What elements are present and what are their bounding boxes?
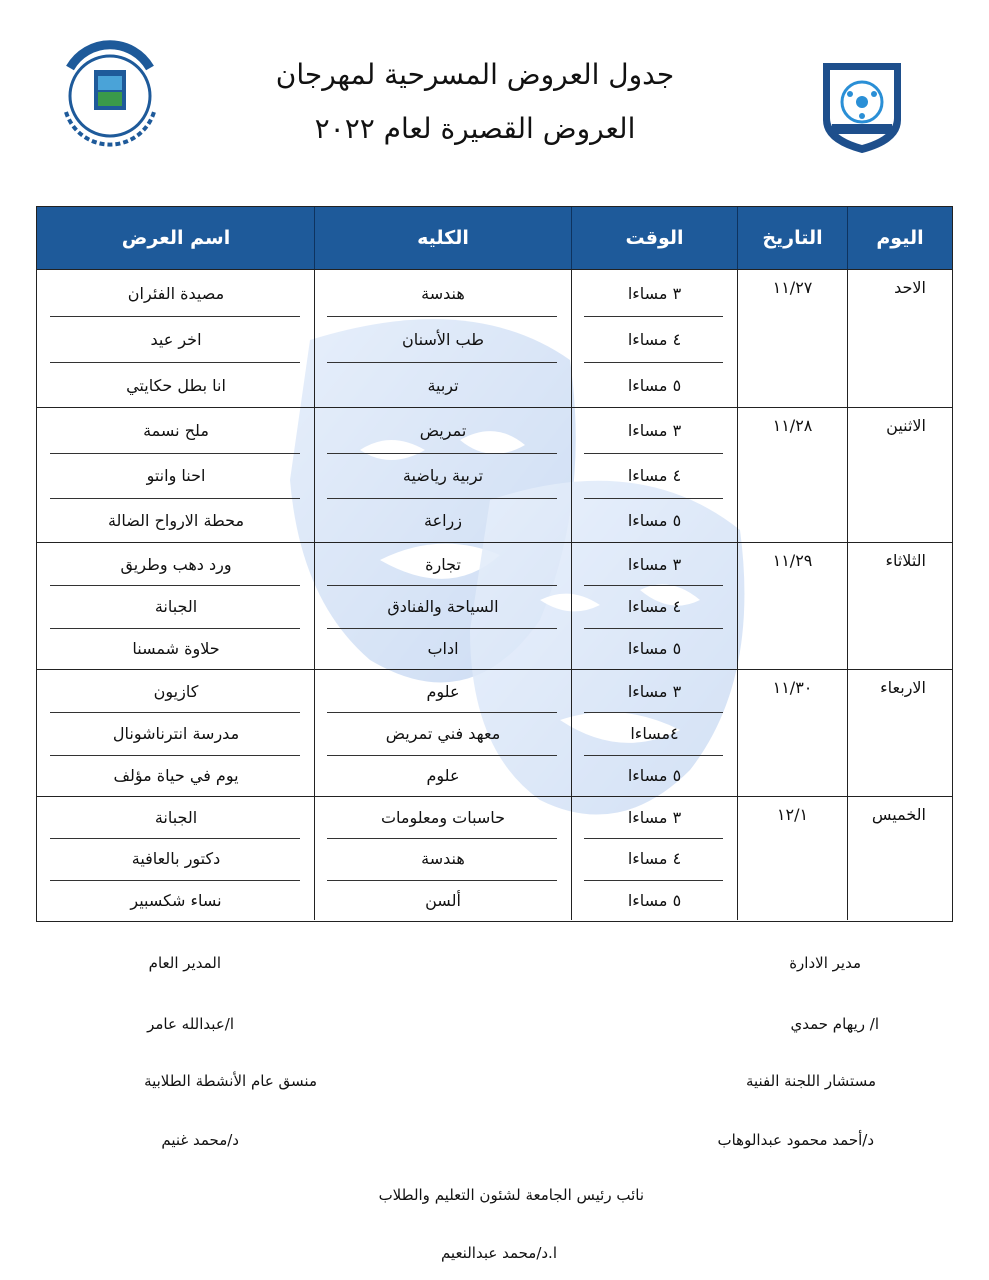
time-cell: ٣ مساءا <box>627 554 682 574</box>
faculty-cell: اداب <box>427 639 459 659</box>
suez-canal-university-logo <box>52 38 168 154</box>
signature-admin-name: ا/ ريهام حمدي <box>790 1015 879 1033</box>
show-cell: مصيدة الفئران <box>127 283 225 303</box>
column-show <box>38 543 314 669</box>
faculty-cell: علوم <box>426 766 460 786</box>
time-cell: ٤ مساءا <box>627 329 682 349</box>
faculty-cell: تمريض <box>419 421 467 440</box>
column-day <box>847 670 952 796</box>
faculty-cell: هندسة <box>421 283 465 303</box>
column-show <box>38 408 314 542</box>
title-line-2: العروض القصيرة لعام ٢٠٢٢ <box>314 112 636 145</box>
table-day-group <box>37 269 952 407</box>
time-cell: ٣ مساءا <box>627 421 682 440</box>
faculty-cell: معهد فني تمريض <box>385 723 501 743</box>
column-faculty <box>314 670 571 796</box>
time-cell: ٣ مساءا <box>627 808 682 828</box>
faculty-cell: ألسن <box>425 890 461 910</box>
table-header <box>37 207 952 269</box>
date-cell: ١١/٢٩ <box>772 551 813 570</box>
signature-general-manager-title: المدير العام <box>148 954 221 972</box>
date-cell: ١١/٢٧ <box>772 278 813 297</box>
column-date <box>737 270 847 407</box>
day-cell: الاثنين <box>886 416 926 435</box>
show-cell: احنا وانتو <box>146 466 206 485</box>
signature-advisor-name: د/أحمد محمود عبدالوهاب <box>717 1131 874 1149</box>
show-cell: مدرسة انترناشونال <box>112 723 240 743</box>
show-cell: دكتور بالعافية <box>131 849 221 869</box>
day-cell: الثلاثاء <box>885 551 926 570</box>
faculty-cell: زراعة <box>423 511 463 530</box>
date-cell: ١١/٢٨ <box>772 416 813 435</box>
faculty-cell: السياحة والفنادق <box>387 596 499 616</box>
show-cell: محطة الارواح الضالة <box>107 511 245 530</box>
table-day-group <box>37 542 952 669</box>
column-show <box>38 270 314 407</box>
signature-coordinator-name: د/محمد غنيم <box>161 1131 239 1149</box>
column-date <box>737 543 847 669</box>
faculty-cell: تربية رياضية <box>402 466 484 485</box>
column-day <box>847 270 952 407</box>
schedule-table <box>36 206 953 922</box>
faculty-cell: هندسة <box>421 849 465 869</box>
signature-vice-president-name: ا.د/محمد عبدالنعيم <box>440 1244 557 1262</box>
time-cell: ٥ مساءا <box>627 890 682 910</box>
show-cell: كازيون <box>153 681 199 701</box>
column-day <box>847 408 952 542</box>
show-cell: انا بطل حكايتي <box>126 375 226 395</box>
faculty-cell: تجارة <box>425 554 461 574</box>
table-day-group <box>37 669 952 796</box>
faculty-cell: طب الأسنان <box>402 329 484 349</box>
time-cell: ٥ مساءا <box>627 639 682 659</box>
column-time <box>571 543 737 669</box>
header-show: اسم العرض <box>121 227 231 249</box>
time-cell: ٤ مساءا <box>627 466 682 485</box>
time-cell: ٥ مساءا <box>627 766 682 786</box>
show-cell: يوم في حياة مؤلف <box>113 766 239 786</box>
column-date <box>737 408 847 542</box>
date-cell: ١١/٣٠ <box>772 678 813 697</box>
signature-vice-president-title: نائب رئيس الجامعة لشئون التعليم والطلاب <box>378 1186 644 1204</box>
date-cell: ١٢/١ <box>776 805 809 824</box>
faculty-cell: حاسبات ومعلومات <box>380 808 506 828</box>
column-time <box>571 270 737 407</box>
show-cell: اخر عيد <box>150 329 202 349</box>
column-time <box>571 408 737 542</box>
table-day-group <box>37 796 952 920</box>
header-date: التاريخ <box>737 207 847 269</box>
show-cell: ملح نسمة <box>143 421 209 440</box>
time-cell: ٣ مساءا <box>627 283 682 303</box>
column-faculty <box>314 270 571 407</box>
time-cell: ٤ مساءا <box>627 849 682 869</box>
column-show <box>38 670 314 796</box>
column-faculty <box>314 797 571 920</box>
time-cell: ٥ مساءا <box>627 511 682 530</box>
day-cell: الخميس <box>871 805 926 824</box>
signature-coordinator-title: منسق عام الأنشطة الطلابية <box>144 1072 317 1090</box>
signature-advisor-title: مستشار اللجنة الفنية <box>745 1072 876 1090</box>
column-date <box>737 670 847 796</box>
show-cell: الجبانة <box>154 596 198 616</box>
column-day <box>847 797 952 920</box>
show-cell: الجبانة <box>154 808 198 828</box>
header-time: الوقت <box>571 207 737 269</box>
faculty-cell: تربية <box>427 375 459 395</box>
column-day <box>847 543 952 669</box>
signature-admin-title: مدير الادارة <box>789 954 861 972</box>
day-cell: الاربعاء <box>880 678 926 697</box>
column-time <box>571 797 737 920</box>
signature-general-manager-name: ا/عبدالله عامر <box>147 1015 234 1033</box>
column-faculty <box>314 408 571 542</box>
time-cell: ٤ مساءا <box>627 596 682 616</box>
show-cell: ورد دهب وطريق <box>120 554 232 574</box>
title-line-1: جدول العروض المسرحية لمهرجان <box>275 58 675 91</box>
document-title <box>180 48 770 156</box>
time-cell: ٣ مساءا <box>627 681 682 701</box>
column-show <box>38 797 314 920</box>
time-cell: ٤مساءا <box>630 723 679 743</box>
day-cell: الاحد <box>894 278 926 297</box>
time-cell: ٥ مساءا <box>627 375 682 395</box>
header-day: اليوم <box>847 207 952 269</box>
show-cell: نساء شكسبير <box>130 890 222 910</box>
table-day-group <box>37 407 952 542</box>
column-time <box>571 670 737 796</box>
column-faculty <box>314 543 571 669</box>
header-faculty: الكليه <box>314 207 571 269</box>
faculty-cell: علوم <box>426 681 460 701</box>
student-union-logo <box>818 56 906 156</box>
column-date <box>737 797 847 920</box>
show-cell: حلاوة شمسنا <box>132 639 220 659</box>
